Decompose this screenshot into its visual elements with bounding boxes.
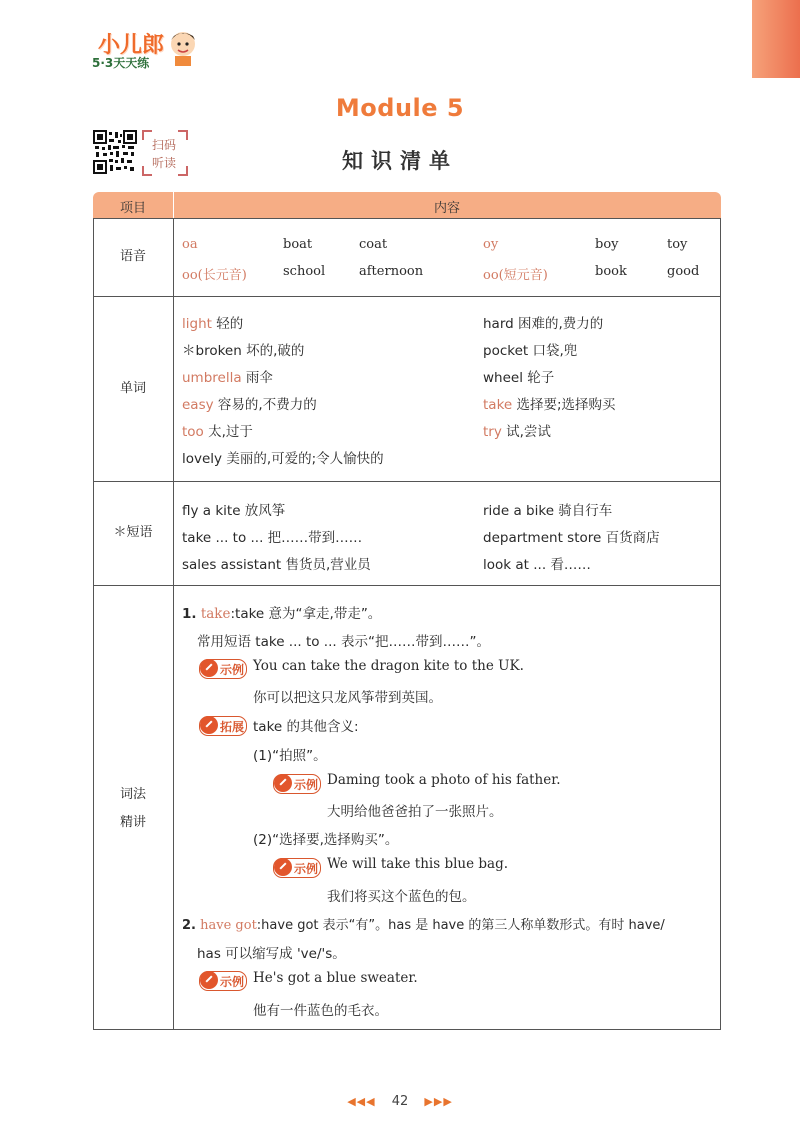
- sub-meaning: (1)“拍照”。: [253, 748, 327, 764]
- knowledge-table: [93, 192, 721, 1030]
- vocab-item: take 选择要;选择购买: [483, 397, 616, 413]
- vocab-item: hard 困难的,费力的: [483, 316, 604, 332]
- pencil-icon: [200, 716, 218, 734]
- phrase-item: ride a bike 骑自行车: [483, 503, 613, 519]
- header-item: 项目: [119, 201, 146, 216]
- prev-arrows-icon[interactable]: ◀◀◀: [347, 1095, 376, 1108]
- phonics-pattern: oo(短元音): [483, 268, 548, 283]
- grammar-point-2: 2. have got:have got 表示“有”。has 是 have 的第三人称单数形式。有时 have/: [182, 918, 665, 933]
- example-badge: 示例: [273, 774, 321, 794]
- phonics-word: afternoon: [359, 264, 424, 279]
- phonics-word: school: [283, 264, 326, 279]
- header-content: 内容: [433, 201, 460, 216]
- vocab-item: lovely 美丽的,可爱的;令人愉快的: [182, 451, 384, 467]
- phrase-item: sales assistant 售货员,营业员: [182, 557, 371, 573]
- corner-ribbon: [752, 0, 800, 78]
- section-title: 知识清单: [342, 149, 458, 173]
- vocab-item: ＊broken 坏的,破的: [182, 343, 305, 359]
- sub-meaning: (2)“选择要,选择购买”。: [253, 832, 399, 848]
- logo-subtitle: 5·3天天练: [92, 56, 150, 70]
- pencil-icon: [274, 858, 292, 876]
- qr-code-icon[interactable]: [93, 130, 137, 174]
- example-en: You can take the dragon kite to the UK.: [253, 658, 524, 674]
- vocab-item: umbrella 雨伞: [182, 370, 273, 386]
- phonics-word: good: [667, 264, 700, 279]
- row-label-phrases: ＊短语: [113, 525, 153, 540]
- logo-title: 小儿郎: [98, 33, 165, 58]
- phonics-word: book: [595, 264, 627, 279]
- scan-line-1: 扫码: [152, 138, 177, 152]
- brand-logo: [86, 20, 196, 76]
- example-cn: 你可以把这只龙风筝带到英国。: [253, 690, 442, 706]
- table-header: [93, 192, 721, 218]
- page-number: 42: [391, 1094, 409, 1109]
- example-en: Daming took a photo of his father.: [327, 772, 561, 788]
- phrase-item: fly a kite 放风筝: [182, 503, 286, 519]
- phonics-pattern: oa: [182, 237, 198, 252]
- pencil-icon: [200, 971, 218, 989]
- pencil-icon: [200, 659, 218, 677]
- grammar-text: 常用短语 take ... to ... 表示“把……带到……”。: [197, 634, 490, 650]
- grammar-point-1: 1. take:take 意为“拿走,带走”。: [182, 606, 382, 622]
- vocab-item: easy 容易的,不费力的: [182, 397, 317, 413]
- row-label-grammar-1: 词法: [119, 787, 146, 802]
- scan-to-listen-label: [142, 130, 188, 176]
- module-title: Module 5: [335, 94, 465, 122]
- example-badge: 示例: [273, 858, 321, 878]
- phonics-word: boy: [595, 237, 619, 252]
- phonics-word: boat: [283, 237, 313, 252]
- next-arrows-icon[interactable]: ▶▶▶: [424, 1095, 453, 1108]
- vocab-item: too 太,过于: [182, 424, 253, 440]
- pencil-icon: [274, 774, 292, 792]
- row-label-grammar-2: 精讲: [119, 815, 146, 830]
- example-cn: 大明给他爸爸拍了一张照片。: [327, 804, 503, 820]
- vocab-item: wheel 轮子: [483, 370, 555, 386]
- phrase-item: department store 百货商店: [483, 530, 660, 546]
- vocab-item: try 试,尝试: [483, 424, 551, 440]
- boy-mascot-icon: [166, 26, 200, 66]
- example-en: He's got a blue sweater.: [253, 970, 418, 986]
- phonics-word: coat: [359, 237, 388, 252]
- page-footer: [0, 1094, 800, 1109]
- expand-badge: 拓展: [199, 716, 247, 736]
- phonics-pattern: oy: [483, 237, 499, 252]
- example-cn: 他有一件蓝色的毛衣。: [253, 1003, 388, 1019]
- expand-text: take 的其他含义:: [253, 719, 359, 735]
- example-badge: 示例: [199, 659, 247, 679]
- example-en: We will take this blue bag.: [327, 856, 509, 872]
- phonics-word: toy: [667, 237, 688, 252]
- scan-line-2: 听读: [152, 156, 177, 170]
- row-label-pronunciation: 语音: [119, 249, 146, 264]
- row-label-words: 单词: [119, 381, 146, 396]
- vocab-item: light 轻的: [182, 316, 244, 332]
- example-badge: 示例: [199, 971, 247, 991]
- example-cn: 我们将买这个蓝色的包。: [327, 889, 476, 905]
- phrase-item: take ... to ... 把……带到……: [182, 530, 363, 546]
- grammar-text: has 可以缩写成 've/'s。: [197, 946, 346, 962]
- phrase-item: look at ... 看……: [483, 557, 591, 573]
- phonics-pattern: oo(长元音): [182, 268, 247, 283]
- vocab-item: pocket 口袋,兜: [483, 343, 578, 359]
